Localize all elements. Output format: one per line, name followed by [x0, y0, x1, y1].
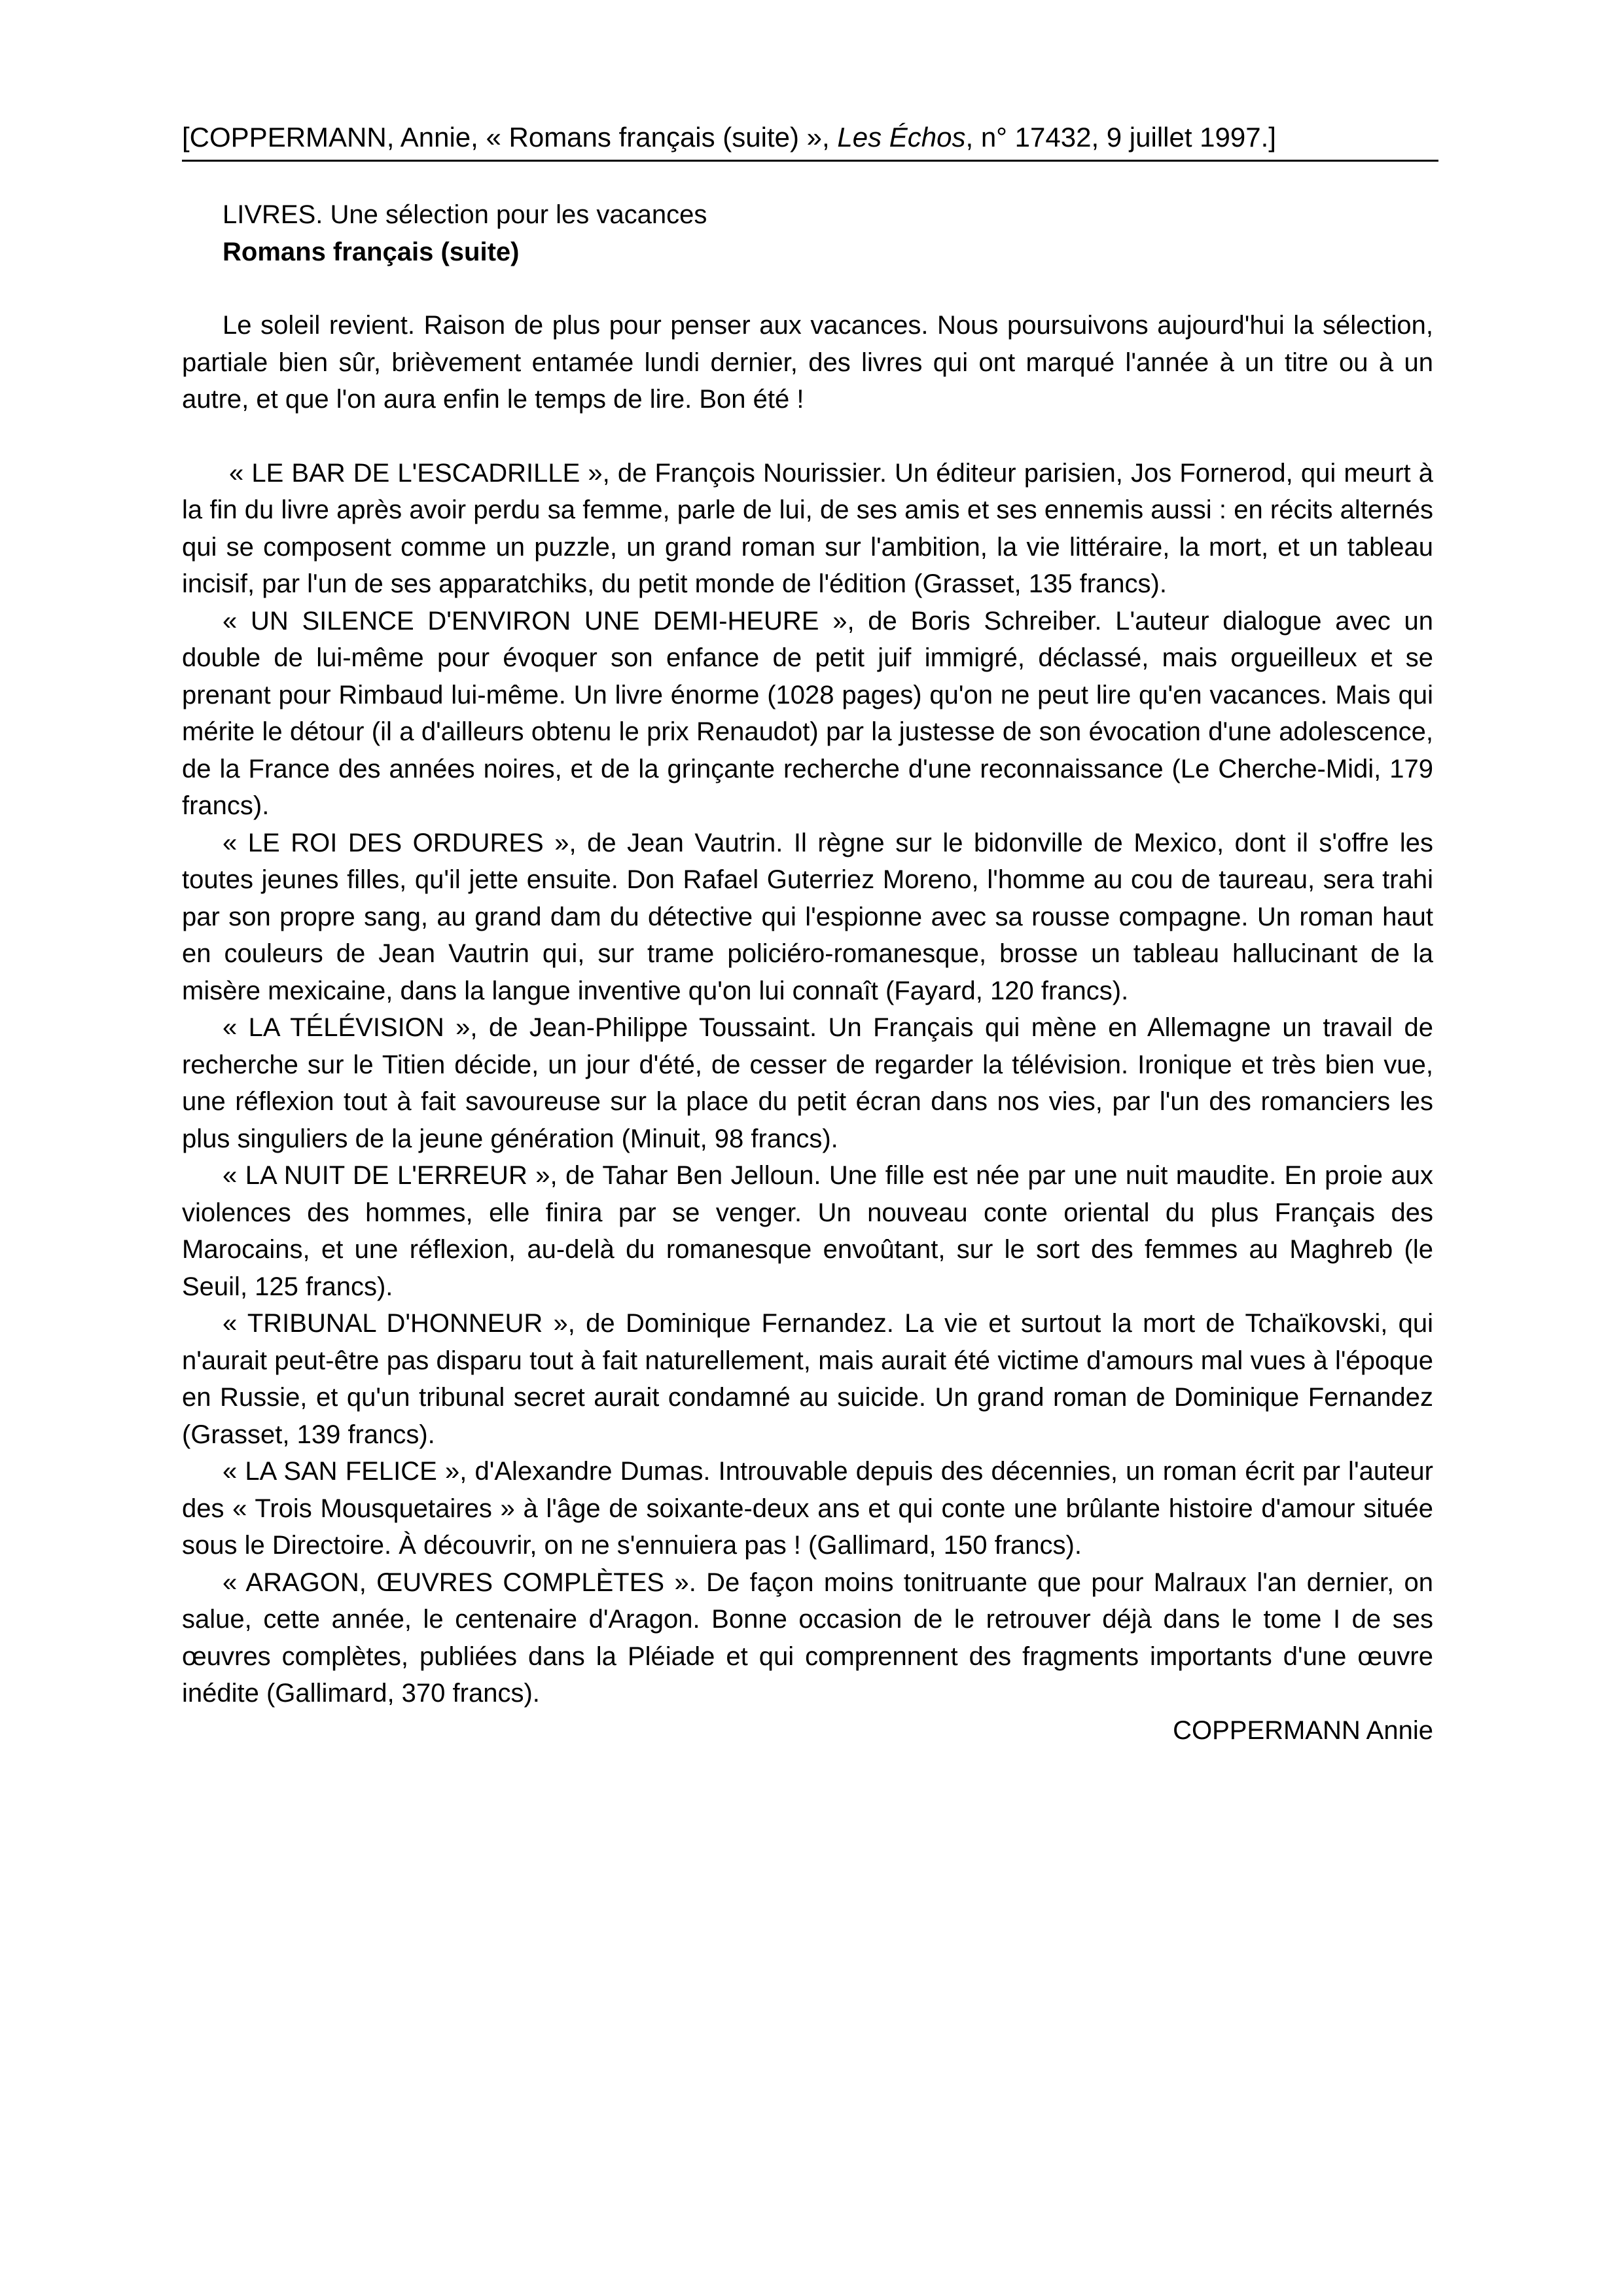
book-entry: « TRIBUNAL D'HONNEUR », de Dominique Fernandez. La vie et surtout la mort de Tchaïkovski, qui n'aurait peut-être pas disparu tout à fait naturellement, mais aurait été victime d'amours mal vues à l'époque en Russie, et qu'un tribunal secret aurait condamné au suicide. Un grand roman de Dominique Fernandez (Grasset, 139 francs). [182, 1309, 1433, 1449]
citation-journal: Les Échos [837, 122, 966, 152]
citation-prefix: [COPPERMANN, Annie, « Romans français (suite) », [182, 122, 838, 152]
book-entry: « LE BAR DE L'ESCADRILLE », de François Nourissier. Un éditeur parisien, Jos Fornerod, qui meurt à la fin du livre après avoir perdu sa femme, parle de lui, de ses amis et ses ennemis aussi : en récits alternés qui se composent comme un puzzle, un grand roman sur l'ambition, la vie littéraire, la mort, et un tableau incisif, par l'un de ses apparatchiks, du petit monde de l'édition (Grasset, 135 francs). [182, 458, 1433, 598]
book-entry: « UN SILENCE D'ENVIRON UNE DEMI-HEURE », de Boris Schreiber. L'auteur dialogue avec un double de lui-même pour évoquer son enfance de petit juif immigré, déclassé, mais orgueilleux et se prenant pour Rimbaud lui-même. Un livre énorme (1028 pages) qu'on ne peut lire qu'en vacances. Mais qui mérite le détour (il a d'ailleurs obtenu le prix Renaudot) par la justesse de son évocation d'une adolescence, de la France des années noires, et de la grinçante recherche d'une reconnaissance (Le Cherche-Midi, 179 francs). [182, 606, 1433, 820]
citation-line [182, 117, 1438, 158]
author-signature: COPPERMANN Annie [1173, 1715, 1433, 1745]
header-rule [182, 160, 1438, 162]
article-title: Romans français (suite) [223, 237, 520, 266]
article-kicker: LIVRES. Une sélection pour les vacances [223, 200, 707, 229]
book-entry: « LA NUIT DE L'ERREUR », de Tahar Ben Jelloun. Une fille est née par une nuit maudite. En proie aux violences des hommes, elle finira par se venger. Un nouveau conte oriental du plus Français des Marocains, et une réflexion, au-delà du romanesque envoûtant, sur le sort des femmes au Maghreb (le Seuil, 125 francs). [182, 1161, 1433, 1301]
citation-suffix: , n° 17432, 9 juillet 1997.] [965, 122, 1276, 152]
book-entry: « LA SAN FELICE », d'Alexandre Dumas. Introuvable depuis des décennies, un roman écrit par l'auteur des « Trois Mousquetaires » à l'âge de soixante-deux ans et qui conte une brûlante histoire d'amour située sous le Directoire. À découvrir, on ne s'ennuiera pas ! (Gallimard, 150 francs). [182, 1457, 1433, 1560]
book-entry: « ARAGON, ŒUVRES COMPLÈTES ». De façon moins tonitruante que pour Malraux l'an dernier, on salue, cette année, le centenaire d'Aragon. Bonne occasion de le retrouver déjà dans le tome I de ses œuvres complètes, publiées dans la Pléiade et qui comprennent des fragments importants d'une œuvre inédite (Gallimard, 370 francs). [182, 1568, 1433, 1708]
book-entry: « LA TÉLÉVISION », de Jean-Philippe Toussaint. Un Français qui mène en Allemagne un travail de recherche sur le Titien décide, un jour d'été, de cesser de regarder la télévision. Ironique et très bien vue, une réflexion tout à fait savoureuse sur la place du petit écran dans nos vies, par l'un des romanciers les plus singuliers de la jeune génération (Minuit, 98 francs). [182, 1013, 1433, 1153]
article-body [182, 196, 1433, 1749]
book-entry: « LE ROI DES ORDURES », de Jean Vautrin. Il règne sur le bidonville de Mexico, dont il s'offre les toutes jeunes filles, qu'il jette ensuite. Don Rafael Guterriez Moreno, l'homme au cou de taureau, sera trahi par son propre sang, au grand dam du détective qui l'espionne avec sa rousse compagne. Un roman haut en couleurs de Jean Vautrin qui, sur trame policiéro-romanesque, brosse un tableau hallucinant de la misère mexicaine, dans la langue inventive qu'on lui connaît (Fayard, 120 francs). [182, 828, 1433, 1005]
intro-paragraph: Le soleil revient. Raison de plus pour penser aux vacances. Nous poursuivons aujourd'hui la sélection, partiale bien sûr, brièvement entamée lundi dernier, des livres qui ont marqué l'année à un titre ou à un autre, et que l'on aura enfin le temps de lire. Bon été ! [182, 311, 1433, 414]
